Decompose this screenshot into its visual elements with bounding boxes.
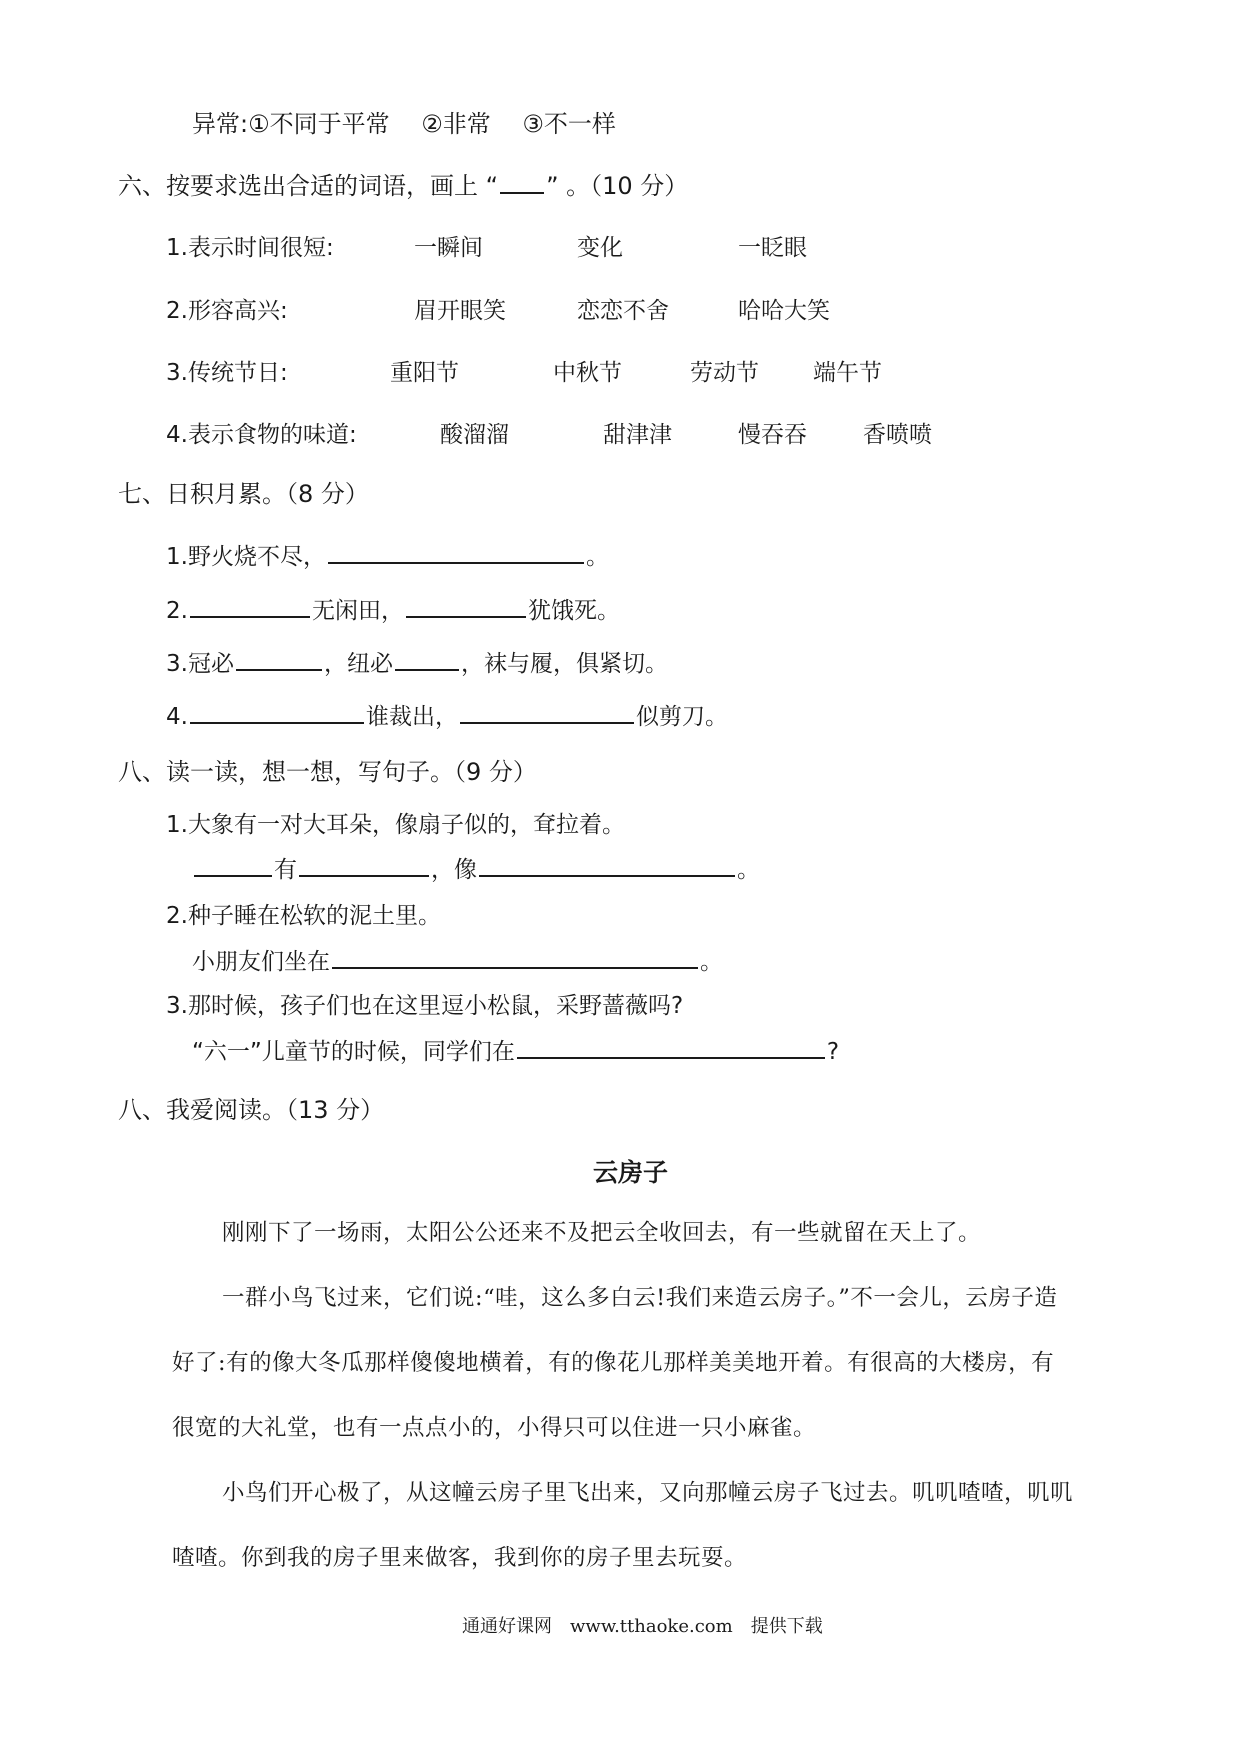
answer-blank[interactable] <box>194 853 272 877</box>
poem-line-2 <box>166 592 620 625</box>
answer-blank[interactable] <box>236 647 322 671</box>
section-8-heading: 八、读一读，想一想，写句子。（9 分） <box>118 758 537 786</box>
section-6-row-3-label: 3.传统节日: <box>166 360 288 386</box>
poem-text: 1.野火烧不尽， <box>166 544 326 570</box>
word-option[interactable]: 眉开眼笑 <box>414 298 506 324</box>
passage-paragraph-1: 刚刚下了一场雨，太阳公公还来不及把云全收回去，有一些就留在天上了。 <box>222 1220 982 1246</box>
section-6-row-4-label: 4.表示食物的味道: <box>166 422 357 448</box>
word-option[interactable]: 重阳节 <box>390 360 459 386</box>
section-6-row-2-label: 2.形容高兴: <box>166 298 288 324</box>
answer-text: 有 <box>274 857 297 883</box>
word-option[interactable]: 慢吞吞 <box>738 422 807 448</box>
answer-blank[interactable] <box>406 594 526 618</box>
answer-blank[interactable] <box>190 700 364 724</box>
passage-paragraph-2-line-1: 一群小鸟飞过来，它们说:“哇，这么多白云!我们来造云房子。”不一会儿，云房子造 <box>222 1285 1058 1311</box>
poem-line-4 <box>166 698 728 731</box>
answer-text: 。 <box>700 949 723 975</box>
question-2: 2.种子睡在松软的泥土里。 <box>166 903 441 929</box>
poem-text: 犹饿死。 <box>527 598 620 624</box>
answer-blank[interactable] <box>479 853 735 877</box>
question-3: 3.那时候，孩子们也在这里逗小松鼠，采野蔷薇吗? <box>166 993 684 1019</box>
word-option[interactable]: 劳动节 <box>690 360 759 386</box>
poem-text: 3.冠必 <box>166 651 234 677</box>
word-option[interactable]: 一眨眼 <box>738 235 807 261</box>
section-6-row-1-label: 1.表示时间很短: <box>166 235 334 261</box>
poem-text: 2. <box>166 598 188 624</box>
section-6-heading <box>118 166 688 201</box>
answer-blank[interactable] <box>460 700 634 724</box>
answer-text: ? <box>826 1039 840 1065</box>
word-option[interactable]: 变化 <box>577 235 623 261</box>
question-1: 1.大象有一对大耳朵，像扇子似的，耷拉着。 <box>166 812 625 838</box>
passage-paragraph-3-line-2: 喳喳。你到我的房子里来做客，我到你的房子里去玩耍。 <box>172 1545 748 1571</box>
word-option[interactable]: 甜津津 <box>603 422 672 448</box>
section-7-heading: 七、日积月累。（8 分） <box>118 480 369 508</box>
passage-paragraph-2-line-2: 好了:有的像大冬瓜那样傻傻地横着，有的像花儿那样美美地开着。有很高的大楼房，有 <box>172 1350 1055 1376</box>
answer-blank[interactable] <box>332 945 698 969</box>
answer-blank[interactable] <box>517 1035 825 1059</box>
example-blank <box>500 174 544 194</box>
answer-blank[interactable] <box>395 647 459 671</box>
word-option[interactable]: 香喷喷 <box>863 422 932 448</box>
poem-text: 谁裁出， <box>365 704 458 730</box>
poem-text: 无闲田， <box>311 598 404 624</box>
poem-text: ，袜与履，俱紧切。 <box>460 651 668 677</box>
answer-text: 。 <box>737 857 760 883</box>
reading-section-heading: 八、我爱阅读。（13 分） <box>118 1096 385 1124</box>
answer-text: 小朋友们坐在 <box>192 949 330 975</box>
passage-paragraph-3-line-1: 小鸟们开心极了，从这幢云房子里飞出来，又向那幢云房子飞过去。叽叽喳喳，叽叽 <box>222 1480 1074 1506</box>
passage-paragraph-2-line-3: 很宽的大礼堂，也有一点点小的，小得只可以住进一只小麻雀。 <box>172 1415 817 1441</box>
word-option[interactable]: 一瞬间 <box>414 235 483 261</box>
question-2-answer <box>192 943 723 976</box>
word-option[interactable]: 恋恋不舍 <box>577 298 669 324</box>
poem-text: ，纽必 <box>323 651 393 677</box>
answer-blank[interactable] <box>299 853 429 877</box>
page-footer: 通通好课网 www.tthaoke.com 提供下载 <box>462 1616 823 1637</box>
definition-line: 异常:①不同于平常 ②非常 ③不一样 <box>192 110 616 138</box>
poem-line-1 <box>166 538 609 571</box>
poem-text: 4. <box>166 704 188 730</box>
answer-text: ，像 <box>431 857 477 883</box>
word-option[interactable]: 中秋节 <box>553 360 622 386</box>
poem-line-3 <box>166 645 668 678</box>
word-option[interactable]: 哈哈大笑 <box>738 298 830 324</box>
question-1-answer <box>192 851 760 884</box>
word-option[interactable]: 端午节 <box>813 360 882 386</box>
section-6-heading-post: ” 。（10 分） <box>546 172 689 200</box>
poem-text: 。 <box>585 544 609 570</box>
section-6-heading-pre: 六、按要求选出合适的词语，画上 “ <box>118 172 499 200</box>
passage-title: 云房子 <box>593 1158 669 1187</box>
question-3-answer <box>192 1033 839 1066</box>
poem-text: 似剪刀。 <box>635 704 728 730</box>
answer-blank[interactable] <box>190 594 310 618</box>
word-option[interactable]: 酸溜溜 <box>440 422 509 448</box>
answer-blank[interactable] <box>328 540 584 564</box>
answer-text: “六一”儿童节的时候，同学们在 <box>192 1039 515 1065</box>
